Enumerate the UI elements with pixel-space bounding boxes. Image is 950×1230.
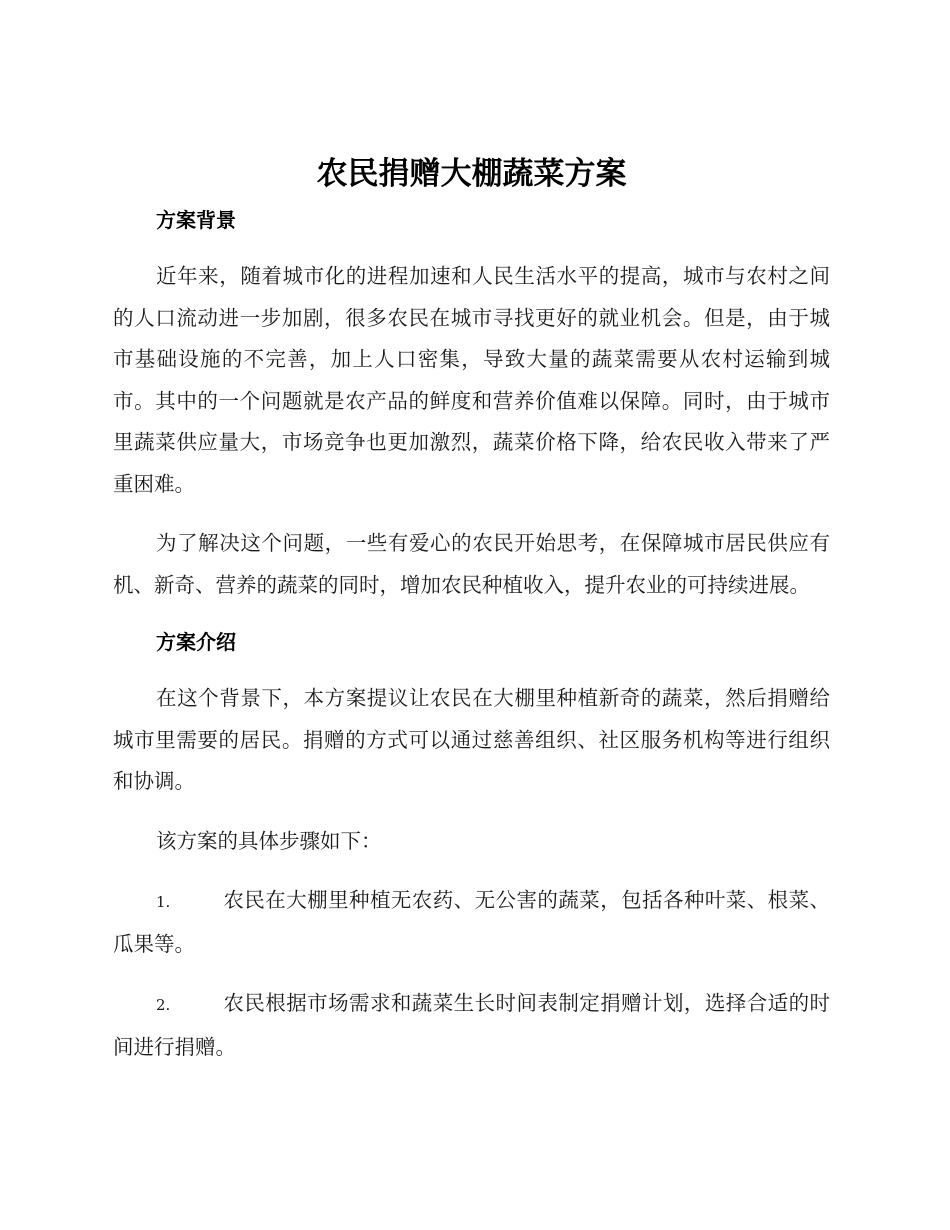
document-page — [113, 148, 830, 1068]
step-text: 农民在大棚里种植无农药、无公害的蔬菜，包括各种叶菜、根菜、瓜果等。 — [113, 888, 830, 956]
document-title: 农民捐赠大棚蔬菜方案 — [316, 156, 627, 192]
section-heading-background: 方案背景 — [156, 208, 236, 232]
background-paragraph-2: 为了解决这个问题，一些有爱心的农民开始思考，在保障城市居民供应有机、新奇、营养的蔬菜的同时，增加农民种植收入，提升农业的可持续进展。 — [113, 531, 830, 597]
step-item-1 — [113, 880, 830, 965]
step-number: 2. — [156, 996, 171, 1014]
introduction-paragraph-2: 该方案的具体步骤如下： — [156, 828, 382, 853]
step-text: 农民根据市场需求和蔬菜生长时间表制定捐赠计划，选择合适的时间进行捐赠。 — [113, 991, 830, 1059]
background-paragraph-1: 近年来，随着城市化的进程加速和人民生活水平的提高，城市与农村之间的人口流动进一步加剧，很多农民在城市寻找更好的就业机会。但是，由于城市基础设施的不完善，加上人口密集，导致大量的蔬菜需要从农村运输到城市。其中的一个问题就是农产品的鲜度和营养价值难以保障。同时，由于城市里蔬菜供应量大，市场竞争也更加激烈，蔬菜价格下降，给农民收入带来了严重困难。 — [113, 264, 830, 496]
section-heading-introduction: 方案介绍 — [156, 630, 236, 654]
step-number: 1. — [156, 893, 171, 911]
introduction-paragraph-1: 在这个背景下，本方案提议让农民在大棚里种植新奇的蔬菜，然后捐赠给城市里需要的居民。捐赠的方式可以通过慈善组织、社区服务机构等进行组织和协调。 — [113, 686, 830, 793]
step-item-2 — [113, 983, 830, 1068]
